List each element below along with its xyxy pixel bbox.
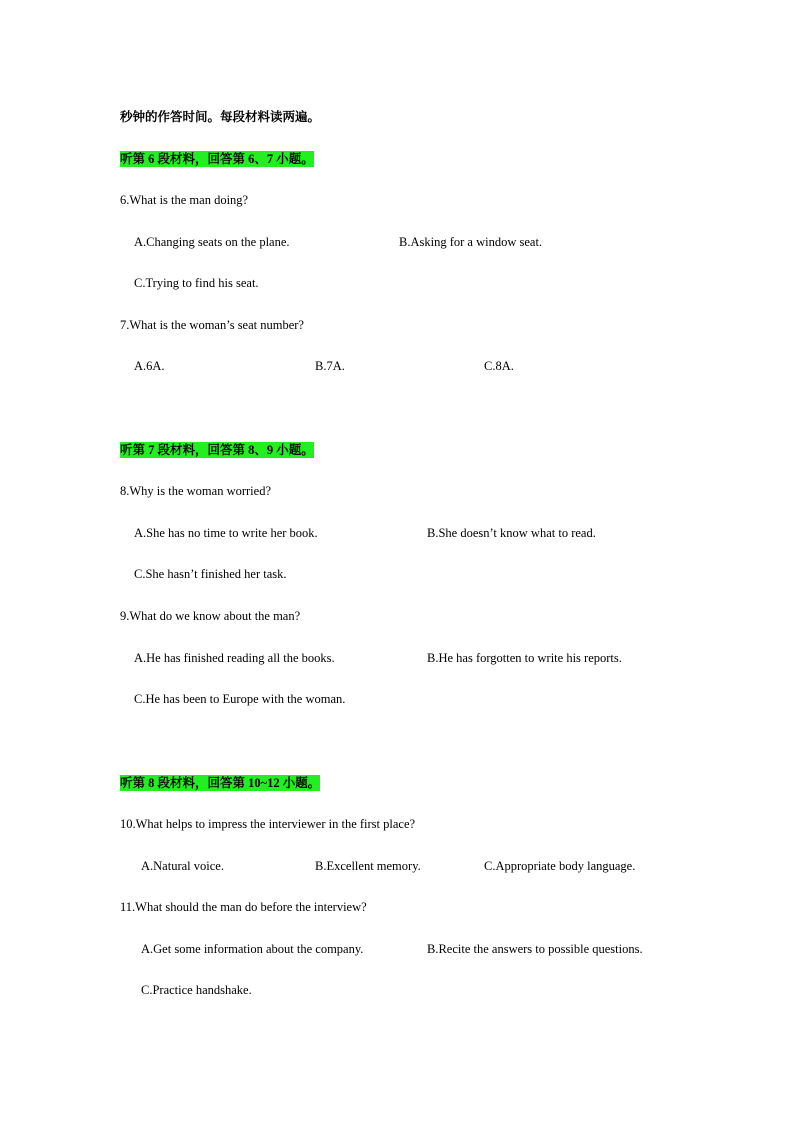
question-text: 6.What is the man doing? [120, 193, 249, 207]
option-c: C.She hasn’t finished her task. [134, 567, 287, 581]
question-text: 9.What do we know about the man? [120, 609, 301, 623]
option-c: C.Appropriate body language. [484, 859, 636, 873]
option-c: C.Practice handshake. [141, 983, 252, 997]
option-a: A.She has no time to write her book. [134, 526, 318, 540]
option-c: C.Trying to find his seat. [134, 276, 259, 290]
question-text: 10.What helps to impress the interviewer in the first place? [120, 817, 416, 831]
option-a: A.6A. [134, 359, 165, 373]
option-a: A.Natural voice. [141, 859, 224, 873]
question-text: 11.What should the man do before the interview? [120, 900, 367, 914]
section-heading: 听第 7 段材料，回答第 8、9 小题。 [120, 443, 314, 457]
section-heading: 听第 6 段材料，回答第 6、7 小题。 [120, 152, 314, 166]
option-a: A.He has finished reading all the books. [134, 651, 335, 665]
intro-text: 秒钟的作答时间。每段材料读两遍。 [120, 110, 321, 124]
option-b: B.He has forgotten to write his reports. [427, 651, 622, 665]
option-b: B.She doesn’t know what to read. [427, 526, 596, 540]
question-text: 7.What is the woman’s seat number? [120, 318, 304, 332]
option-b: B.Recite the answers to possible questions. [427, 942, 643, 956]
option-b: B.Excellent memory. [315, 859, 421, 873]
option-a: A.Changing seats on the plane. [134, 235, 290, 249]
option-b: B.7A. [315, 359, 345, 373]
option-c: C.8A. [484, 359, 514, 373]
option-a: A.Get some information about the company. [141, 942, 364, 956]
section-heading: 听第 8 段材料，回答第 10~12 小题。 [120, 776, 321, 790]
question-text: 8.Why is the woman worried? [120, 484, 272, 498]
option-c: C.He has been to Europe with the woman. [134, 692, 346, 706]
option-b: B.Asking for a window seat. [399, 235, 543, 249]
